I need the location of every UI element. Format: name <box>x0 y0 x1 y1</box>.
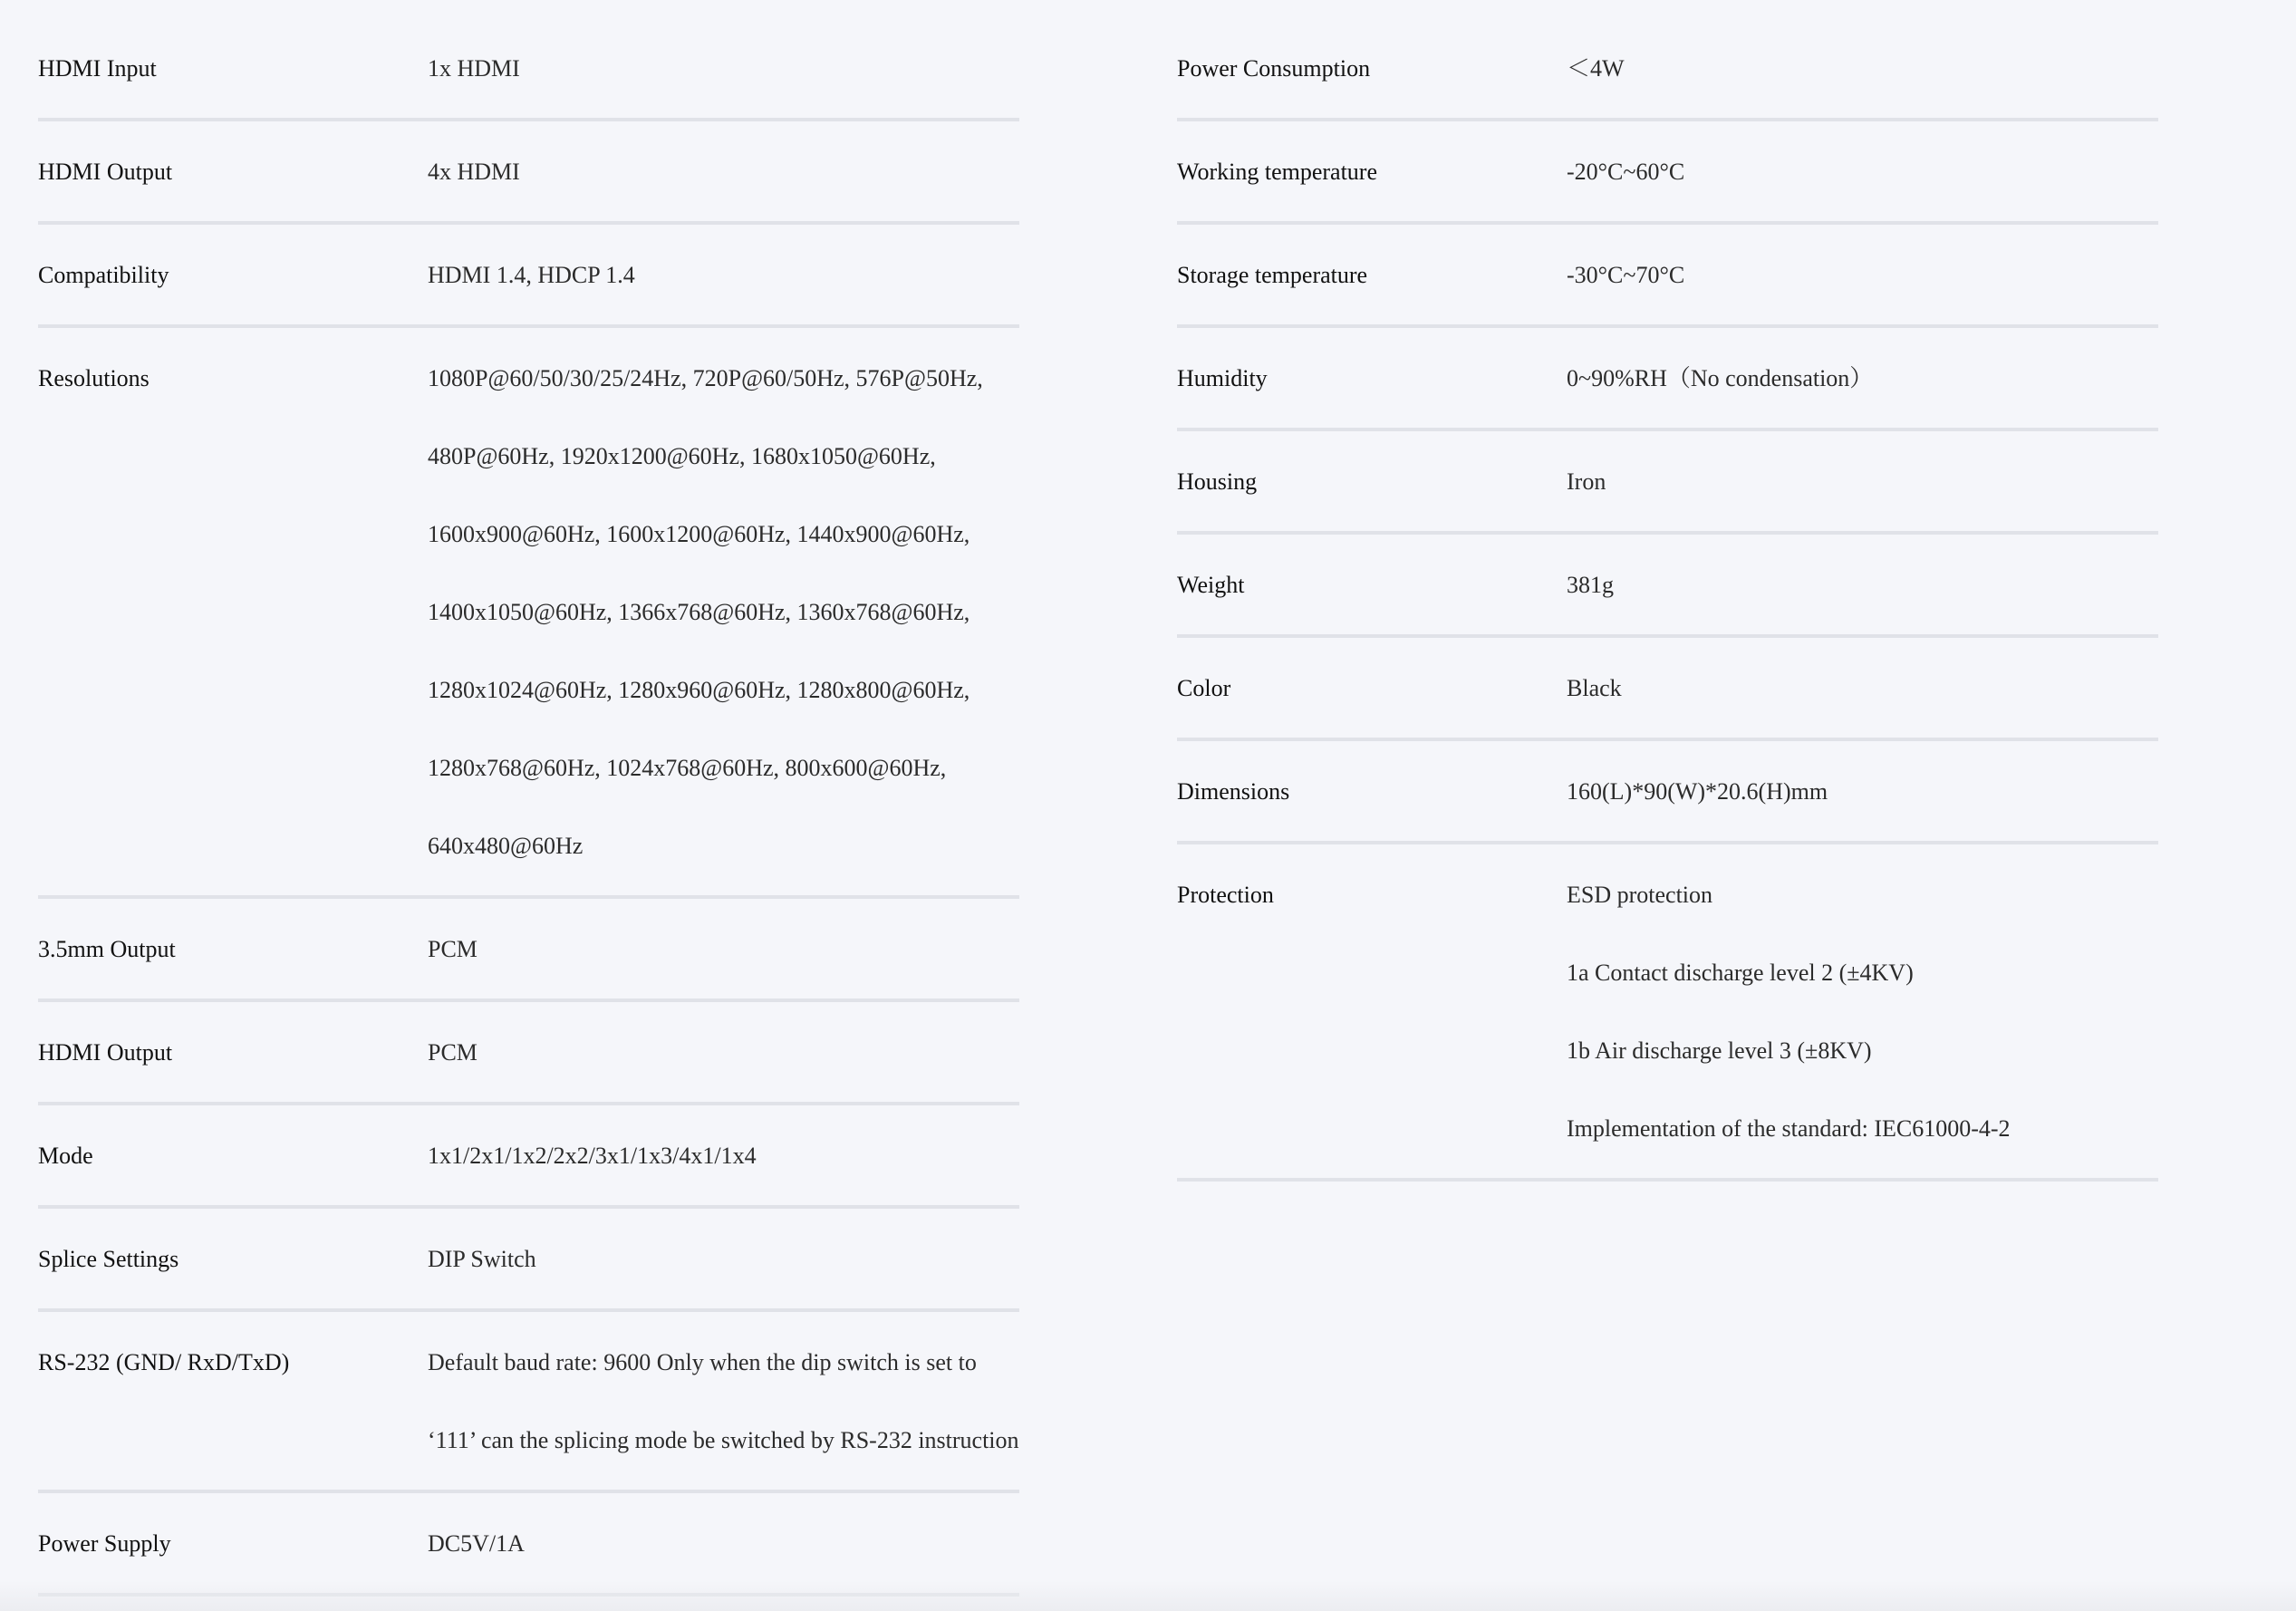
spec-value <box>1567 774 2158 810</box>
spec-value-line: 1b Air discharge level 3 (±8KV) <box>1567 1037 1872 1064</box>
spec-value <box>1567 154 2158 190</box>
spec-row <box>38 1312 1019 1493</box>
spec-value-line: 480P@60Hz, 1920x1200@60Hz, 1680x1050@60Hz, <box>428 443 936 469</box>
spec-column-right <box>1177 18 2158 1182</box>
spec-row <box>1177 844 2158 1182</box>
spec-label: Humidity <box>1177 365 1268 391</box>
spec-value <box>1567 361 2158 397</box>
spec-value-line: ＜4W <box>1567 55 1625 82</box>
spec-value-line: 1280x1024@60Hz, 1280x960@60Hz, 1280x800@60Hz, <box>428 677 970 703</box>
spec-row <box>1177 225 2158 328</box>
spec-value-line: Default baud rate: 9600 Only when the dip switch is set to <box>428 1349 977 1375</box>
spec-label: Resolutions <box>38 365 150 391</box>
spec-row <box>1177 18 2158 121</box>
spec-value <box>1567 670 2158 707</box>
spec-row <box>38 899 1019 1002</box>
spec-value-line: DIP Switch <box>428 1246 536 1272</box>
spec-value-line: Implementation of the standard: IEC61000-4-2 <box>1567 1115 2011 1142</box>
spec-value-line: PCM <box>428 936 478 962</box>
spec-value-line: -20°C~60°C <box>1567 159 1685 185</box>
spec-value-line: HDMI 1.4, HDCP 1.4 <box>428 262 635 288</box>
spec-label: Housing <box>1177 468 1258 495</box>
spec-row <box>1177 431 2158 535</box>
spec-row <box>38 18 1019 121</box>
spec-label: RS-232 (GND/ RxD/TxD) <box>38 1349 290 1375</box>
spec-value-line: Black <box>1567 675 1622 701</box>
spec-column-left <box>38 18 1019 1597</box>
spec-value <box>428 1241 1019 1278</box>
spec-value-line: 1x1/2x1/1x2/2x2/3x1/1x3/4x1/1x4 <box>428 1143 757 1169</box>
spec-label: Weight <box>1177 572 1245 598</box>
spec-value-line: 1400x1050@60Hz, 1366x768@60Hz, 1360x768@60Hz, <box>428 599 970 625</box>
spec-label: Storage temperature <box>1177 262 1368 288</box>
spec-value-line: 1600x900@60Hz, 1600x1200@60Hz, 1440x900@60Hz, <box>428 521 970 547</box>
spec-row <box>1177 121 2158 225</box>
spec-row <box>1177 328 2158 431</box>
spec-value-line: 381g <box>1567 572 1614 598</box>
spec-label: Protection <box>1177 882 1274 908</box>
spec-row <box>38 225 1019 328</box>
spec-value-line: 1280x768@60Hz, 1024x768@60Hz, 800x600@60Hz, <box>428 755 947 781</box>
spec-value-line: -30°C~70°C <box>1567 262 1685 288</box>
spec-label: 3.5mm Output <box>38 936 176 962</box>
spec-value <box>1567 51 2158 87</box>
spec-value-line: Iron <box>1567 468 1606 495</box>
spec-label: Working temperature <box>1177 159 1377 185</box>
spec-value-line: 1x HDMI <box>428 55 520 82</box>
spec-row <box>1177 638 2158 741</box>
bottom-fade <box>0 1580 2296 1611</box>
spec-value-line: 1a Contact discharge level 2 (±4KV) <box>1567 960 1914 986</box>
spec-value <box>1567 257 2158 294</box>
spec-value <box>428 931 1019 968</box>
spec-label: Compatibility <box>38 262 169 288</box>
spec-label: HDMI Output <box>38 1039 173 1066</box>
spec-row <box>38 1105 1019 1209</box>
spec-row <box>38 328 1019 899</box>
spec-row <box>38 121 1019 225</box>
spec-value <box>1567 464 2158 500</box>
spec-row <box>38 1209 1019 1312</box>
spec-value <box>428 257 1019 294</box>
spec-value <box>428 1035 1019 1071</box>
spec-value-line: 160(L)*90(W)*20.6(H)mm <box>1567 778 1828 805</box>
spec-value-line: 640x480@60Hz <box>428 833 584 859</box>
spec-value <box>1567 877 2158 1147</box>
spec-label: Power Consumption <box>1177 55 1371 82</box>
spec-value <box>428 154 1019 190</box>
spec-value <box>428 51 1019 87</box>
spec-value-line: ESD protection <box>1567 882 1713 908</box>
spec-value <box>428 1526 1019 1562</box>
spec-label: Color <box>1177 675 1231 701</box>
spec-value <box>428 361 1019 864</box>
spec-value-line: 4x HDMI <box>428 159 520 185</box>
spec-row <box>1177 741 2158 844</box>
spec-value-line: 1080P@60/50/30/25/24Hz, 720P@60/50Hz, 576P@50Hz, <box>428 365 983 391</box>
spec-label: HDMI Input <box>38 55 157 82</box>
spec-value <box>428 1345 1019 1459</box>
spec-value-line: DC5V/1A <box>428 1530 525 1557</box>
spec-value-line: ‘111’ can the splicing mode be switched by RS-232 instruction <box>428 1427 1019 1453</box>
spec-label: Mode <box>38 1143 93 1169</box>
spec-value-line: PCM <box>428 1039 478 1066</box>
spec-value <box>1567 567 2158 603</box>
spec-label: Dimensions <box>1177 778 1290 805</box>
spec-value-line: 0~90%RH（No condensation） <box>1567 365 1874 391</box>
spec-label: Power Supply <box>38 1530 171 1557</box>
spec-label: HDMI Output <box>38 159 173 185</box>
spec-label: Splice Settings <box>38 1246 179 1272</box>
spec-row <box>1177 535 2158 638</box>
spec-value <box>428 1138 1019 1174</box>
spec-row <box>38 1002 1019 1105</box>
